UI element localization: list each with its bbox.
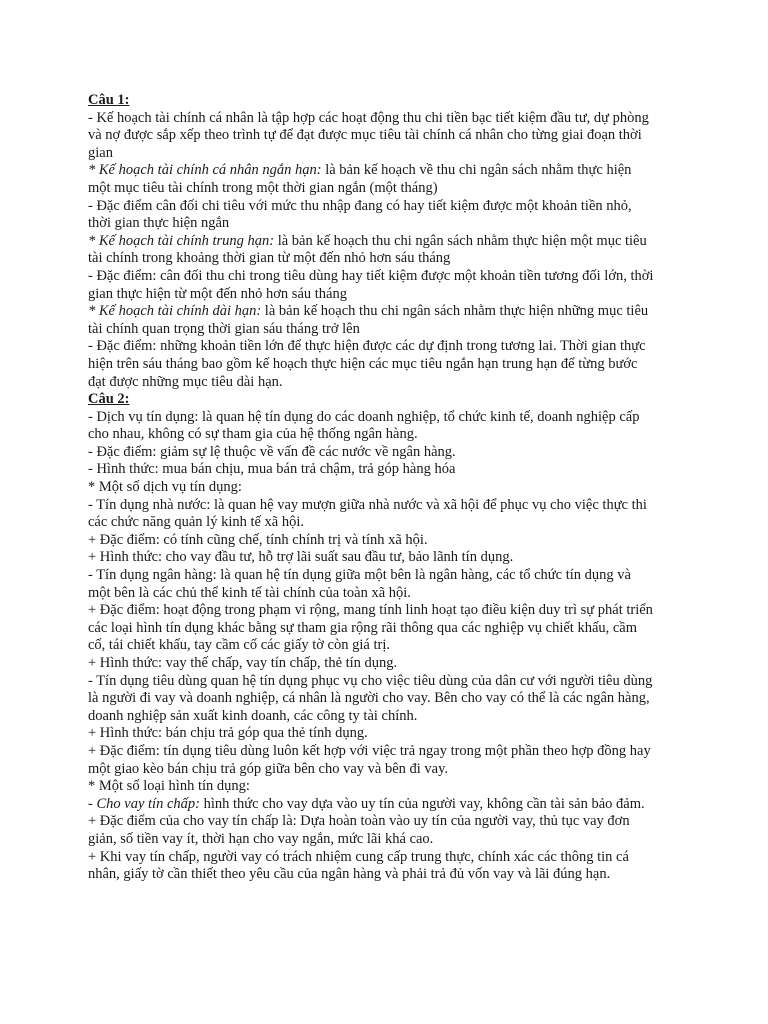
text-line: - Kế hoạch tài chính cá nhân là tập hợp các hoạt động thu chi tiền bạc tiết kiệm đầu tư, dự phòng <box>88 109 649 126</box>
section-heading: Câu 2: <box>88 391 130 408</box>
term-definition: hình thức cho vay dựa vào uy tín của người vay, không cần tài sản bảo đảm. <box>199 795 645 812</box>
text-line: cho nhau, không có sự tham gia của hệ thống ngân hàng. <box>88 426 418 443</box>
text-line: + Hình thức: cho vay đầu tư, hỗ trợ lãi suất sau đầu tư, bảo lãnh tín dụng. <box>88 549 514 566</box>
text-line: một bên là các chủ thể kinh tế tài chính của toàn xã hội. <box>88 584 411 601</box>
text-line: - Đặc điểm: những khoản tiền lớn để thực hiện được các dự định trong tương lai. Thời gian thực <box>88 338 646 355</box>
line-prefix: - <box>88 795 97 812</box>
text-line: - Đặc điểm: cân đối thu chi trong tiêu dùng hay tiết kiệm được một khoản tiền tương đối lớn, thời <box>88 267 654 284</box>
text-line <box>88 796 680 814</box>
text-line: một giao kèo bán chịu trả góp giữa bên cho vay và bên đi vay. <box>88 760 449 777</box>
text-line: * Một số dịch vụ tín dụng: <box>88 479 242 496</box>
text-line: tài chính quan trọng thời gian sáu tháng trở lên <box>88 320 360 337</box>
text-line: các chức năng quản lý kinh tế xã hội. <box>88 514 305 531</box>
text-line <box>88 303 680 321</box>
text-line: + Đặc điểm: có tính cũng chế, tính chính trị và tính xã hội. <box>88 531 428 548</box>
text-line: - Tín dụng nhà nước: là quan hệ vay mượn giữa nhà nước và xã hội để phục vụ cho việc thực thi <box>88 496 647 513</box>
text-line: - Tín dụng tiêu dùng quan hệ tín dụng phục vụ cho việc tiêu dùng của dân cư với người tiêu dùng <box>88 672 653 689</box>
text-line: hiện trên sáu tháng bao gồm kế hoạch thực hiện các mục tiêu ngắn hạn trung hạn để từng bước <box>88 355 638 372</box>
text-line: nhân, giấy tờ cần thiết theo yêu cầu của ngân hàng và phải trả đủ vốn vay và lãi đúng hạn. <box>88 866 611 883</box>
term-italic: * Kế hoạch tài chính cá nhân ngắn hạn: <box>88 162 322 179</box>
text-line: giản, số tiền vay ít, thời hạn cho vay ngắn, mức lãi khá cao. <box>88 830 434 847</box>
text-line: - Đặc điểm cân đối chi tiêu với mức thu nhập đang có hay tiết kiệm được một khoản tiền nhỏ, <box>88 197 632 214</box>
term-definition: là bản kế hoạch thu chi ngân sách nhằm thực hiện những mục tiêu <box>261 303 649 320</box>
text-line: + Đặc điểm: hoạt động trong phạm vi rộng, mang tính linh hoạt tạo điều kiện duy trì sự phát triển <box>88 602 653 619</box>
text-line: cố, tái chiết khấu, tay cầm cố các giấy tờ còn giá trị. <box>88 637 390 654</box>
text-line <box>88 162 680 180</box>
text-line: + Đặc điểm: tín dụng tiêu dùng luôn kết hợp với việc trả ngay trong một phần theo hợp đồng hay <box>88 742 651 759</box>
term-italic: * Kế hoạch tài chính dài hạn: <box>88 303 262 320</box>
text-line: + Khi vay tín chấp, người vay có trách nhiệm cung cấp trung thực, chính xác các thông tin cá <box>88 848 629 865</box>
term-definition: là bản kế hoạch về thu chi ngân sách nhằm thực hiện <box>321 162 632 179</box>
term-italic: * Kế hoạch tài chính trung hạn: <box>88 232 275 249</box>
text-line: - Đặc điểm: giảm sự lệ thuộc về vấn đề các nước về ngân hàng. <box>88 443 456 460</box>
text-line: - Tín dụng ngân hàng: là quan hệ tín dụng giữa một bên là ngân hàng, các tổ chức tín dụng và <box>88 567 631 584</box>
text-line: + Hình thức: vay thế chấp, vay tín chấp, thẻ tín dụng. <box>88 655 398 671</box>
text-line: và nợ được sắp xếp theo trình tự để đạt được mục tiêu tài chính cá nhân cho từng giai đoạn thời <box>88 127 642 144</box>
text-line: + Đặc điểm của cho vay tín chấp là: Dựa hoàn toàn vào uy tín của người vay, thủ tục vay đơn <box>88 813 630 830</box>
text-line: gian <box>88 144 113 161</box>
text-line: - Hình thức: mua bán chịu, mua bán trả chậm, trả góp hàng hóa <box>88 461 456 478</box>
text-line: doanh nghiệp sản xuất kinh doanh, các công ty tài chính. <box>88 707 418 724</box>
term-italic: Cho vay tín chấp: <box>96 795 200 812</box>
text-line: một mục tiêu tài chính trong một thời gian ngắn (một tháng) <box>88 179 438 196</box>
section-heading: Câu 1: <box>88 92 130 108</box>
term-definition: là bản kế hoạch thu chi ngân sách nhằm thực hiện một mục tiêu <box>274 232 647 249</box>
text-line: đạt được những mục tiêu dài hạn. <box>88 373 283 390</box>
text-line: các loại hình tín dụng khác bằng sự tham gia rộng rãi thông qua các nghiệp vụ chiết khấu, cầm <box>88 619 638 636</box>
text-line: là người đi vay và doanh nghiệp, cá nhân là người cho vay. Bên cho vay có thể là các ngân hàng, <box>88 690 650 707</box>
text-line: tài chính trong khoảng thời gian từ một đến nhỏ hơn sáu tháng <box>88 250 451 267</box>
text-line: thời gian thực hiện ngắn <box>88 215 230 232</box>
text-line: gian thực hiện từ một đến nhỏ hơn sáu tháng <box>88 285 347 302</box>
text-line: + Hình thức: bán chịu trả góp qua thẻ tính dụng. <box>88 725 368 742</box>
text-line: * Một số loại hình tín dụng: <box>88 778 250 795</box>
text-line: - Dịch vụ tín dụng: là quan hệ tín dụng do các doanh nghiệp, tổ chức kinh tế, doanh nghiệp cấp <box>88 408 640 425</box>
text-line <box>88 233 680 251</box>
